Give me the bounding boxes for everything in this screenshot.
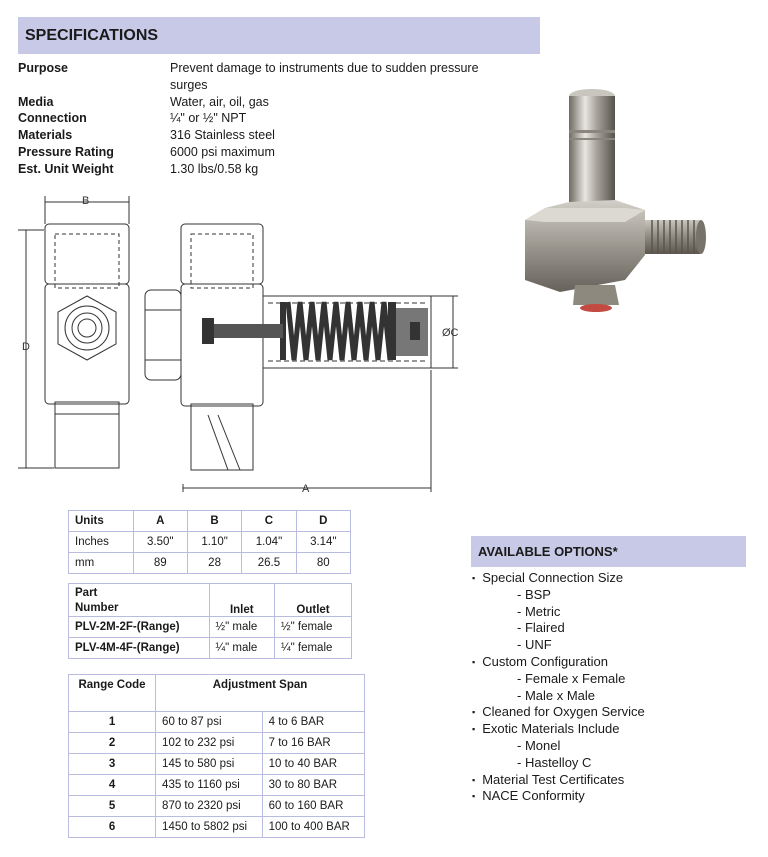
table-cell: 80 <box>296 553 350 574</box>
table-cell: 870 to 2320 psi <box>156 796 263 817</box>
list-item: ▪ Special Connection Size <box>472 570 645 587</box>
table-cell: 3.14" <box>296 532 350 553</box>
list-item: ▪ Cleaned for Oxygen Service <box>472 704 645 721</box>
table-row <box>69 675 365 712</box>
table-cell: mm <box>69 553 134 574</box>
table-cell: 28 <box>187 553 241 574</box>
table-cell: 5 <box>69 796 156 817</box>
table-header-cell: Adjustment Span <box>156 675 365 712</box>
table-header-cell: Inlet <box>209 584 274 617</box>
table-row <box>69 617 352 638</box>
table-header-cell: A <box>133 511 187 532</box>
table-cell: 102 to 232 psi <box>156 733 263 754</box>
specifications-list <box>18 60 480 178</box>
table-row <box>69 775 365 796</box>
table-cell: 435 to 1160 psi <box>156 775 263 796</box>
table-cell: 60 to 87 psi <box>156 712 263 733</box>
table-cell: ½" male <box>209 617 274 638</box>
table-cell: ¼" female <box>275 638 352 659</box>
available-options-header: AVAILABLE OPTIONS* <box>471 536 746 567</box>
table-cell: 89 <box>133 553 187 574</box>
spec-row-connection <box>18 110 480 127</box>
list-item: ▪ Exotic Materials Include <box>472 721 645 738</box>
options-list <box>472 570 645 805</box>
table-row <box>69 553 351 574</box>
drawing-label-d: D <box>22 341 30 353</box>
spec-value: 1.30 lbs/0.58 kg <box>170 161 259 176</box>
list-item: ▪ Material Test Certificates <box>472 772 645 789</box>
table-cell: 1.10" <box>187 532 241 553</box>
spec-label: Media <box>18 94 54 109</box>
spec-label: Connection <box>18 111 87 126</box>
table-cell: ¼" male <box>209 638 274 659</box>
table-cell: 6 <box>69 817 156 838</box>
technical-drawing <box>18 190 478 500</box>
table-row <box>69 733 365 754</box>
table-header-cell <box>69 584 210 617</box>
table-row <box>69 712 365 733</box>
table-cell: 4 to 6 BAR <box>262 712 364 733</box>
table-cell: 100 to 400 BAR <box>262 817 364 838</box>
table-header-cell: B <box>187 511 241 532</box>
table-cell: 1 <box>69 712 156 733</box>
table-cell: 1.04" <box>242 532 296 553</box>
list-item: - Metric <box>472 604 645 621</box>
spec-row-purpose <box>18 60 480 94</box>
list-item: ▪ Custom Configuration <box>472 654 645 671</box>
dimensions-table <box>68 510 351 574</box>
table-cell: 7 to 16 BAR <box>262 733 364 754</box>
table-cell: 3.50" <box>133 532 187 553</box>
specifications-header: SPECIFICATIONS <box>18 17 540 54</box>
list-item: - Monel <box>472 738 645 755</box>
table-row <box>69 754 365 775</box>
product-photo <box>505 80 735 320</box>
spec-label: Purpose <box>18 61 69 75</box>
drawing-label-c: ØC <box>442 327 459 339</box>
spec-value: Prevent damage to instruments due to sudden pressure surges <box>170 61 479 92</box>
part-header-line: Part <box>75 587 98 599</box>
spec-label: Est. Unit Weight <box>18 161 114 176</box>
drawing-label-b: B <box>82 195 90 207</box>
spec-value: 316 Stainless steel <box>170 128 275 143</box>
table-cell: 10 to 40 BAR <box>262 754 364 775</box>
table-header-cell: D <box>296 511 350 532</box>
spec-row-materials <box>18 127 480 144</box>
spec-row-media <box>18 94 480 111</box>
spec-row-weight <box>18 161 480 178</box>
spec-value: 6000 psi maximum <box>170 144 275 159</box>
range-code-table <box>68 674 365 838</box>
table-row <box>69 638 352 659</box>
table-row <box>69 796 365 817</box>
table-cell: PLV-4M-4F-(Range) <box>69 638 210 659</box>
spec-row-pressure <box>18 144 480 161</box>
spec-label: Pressure Rating <box>18 144 114 159</box>
table-row <box>69 817 365 838</box>
table-header-cell: C <box>242 511 296 532</box>
list-item: - UNF <box>472 637 645 654</box>
list-item: - Female x Female <box>472 671 645 688</box>
table-cell: 1450 to 5802 psi <box>156 817 263 838</box>
table-row <box>69 532 351 553</box>
table-row <box>69 511 351 532</box>
table-row <box>69 584 352 617</box>
table-cell: 2 <box>69 733 156 754</box>
spec-label: Materials <box>18 128 73 143</box>
list-item: - BSP <box>472 587 645 604</box>
table-cell: 26.5 <box>242 553 296 574</box>
table-cell: PLV-2M-2F-(Range) <box>69 617 210 638</box>
table-cell: Inches <box>69 532 134 553</box>
list-item: - Flaired <box>472 620 645 637</box>
part-number-table <box>68 583 352 659</box>
drawing-label-a: A <box>302 483 310 495</box>
table-cell: 30 to 80 BAR <box>262 775 364 796</box>
spec-value: Water, air, oil, gas <box>170 94 269 109</box>
table-header-cell: Outlet <box>275 584 352 617</box>
table-cell: 145 to 580 psi <box>156 754 263 775</box>
table-cell: 60 to 160 BAR <box>262 796 364 817</box>
list-item: ▪ NACE Conformity <box>472 788 645 805</box>
list-item: - Hastelloy C <box>472 755 645 772</box>
table-cell: 3 <box>69 754 156 775</box>
list-item: - Male x Male <box>472 688 645 705</box>
spec-value: ¼" or ½" NPT <box>170 111 247 126</box>
table-header-cell: Range Code <box>69 675 156 712</box>
table-cell: 4 <box>69 775 156 796</box>
table-cell: ½" female <box>275 617 352 638</box>
table-header-cell: Units <box>69 511 134 532</box>
number-header-line: Number <box>75 602 119 614</box>
